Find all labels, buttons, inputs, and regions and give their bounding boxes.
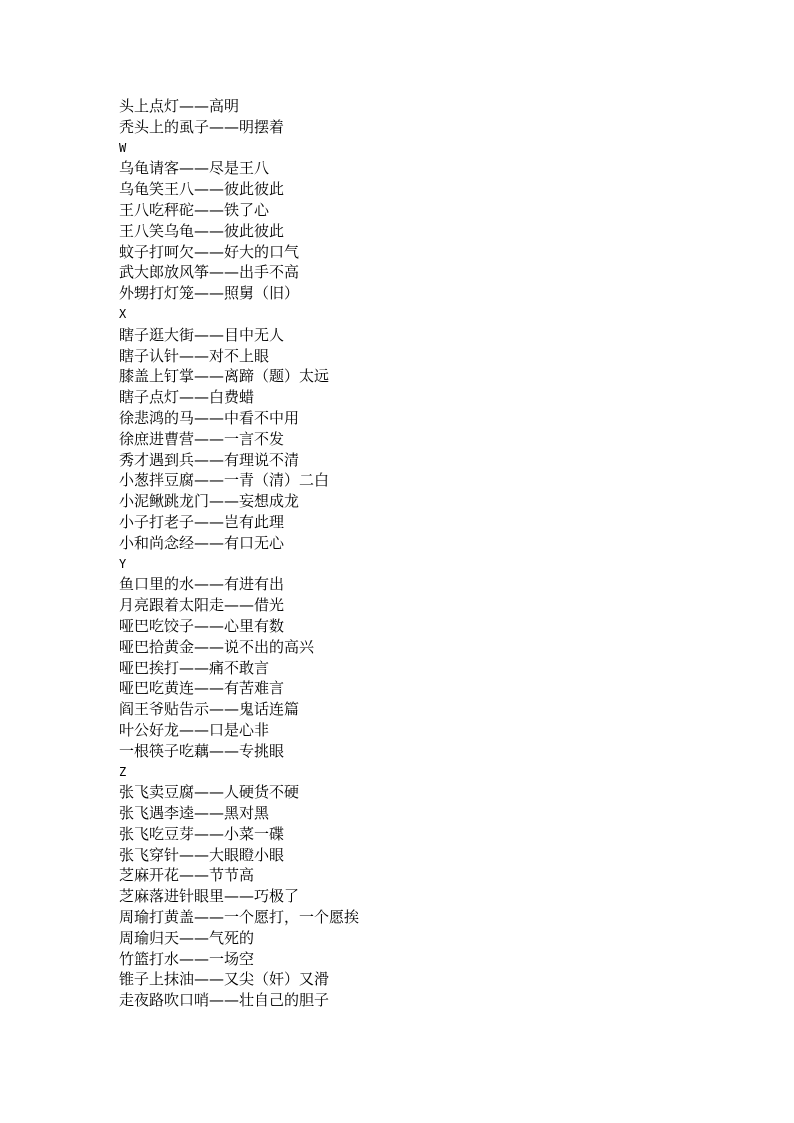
idiom-line: 周瑜归天——气死的	[119, 928, 255, 947]
idiom-line: 王八笑乌龟——彼此彼此	[119, 221, 285, 240]
idiom-line: 头上点灯——高明	[119, 97, 240, 115]
section-letter-z: Z	[119, 764, 127, 779]
idiom-line: 小葱拌豆腐——一青（清）二白	[119, 471, 330, 490]
idiom-line: 走夜路吹口哨——壮自己的胆子	[119, 991, 330, 1010]
idiom-line: 叶公好龙——口是心非	[119, 720, 270, 739]
idiom-line: 小泥鳅跳龙门——妄想成龙	[119, 492, 300, 511]
section-letter-w: W	[119, 140, 127, 155]
idiom-line: 王八吃秤砣——铁了心	[119, 200, 270, 219]
idiom-line: 锥子上抹油——又尖（奸）又滑	[119, 970, 330, 989]
section-letter-x: X	[119, 306, 127, 321]
idiom-line: 瞎子点灯——白费蜡	[119, 388, 255, 407]
idiom-list	[119, 96, 719, 1011]
idiom-line: 竹篮打水——一场空	[119, 949, 255, 968]
idiom-line: 哑巴吃黄连——有苦难言	[119, 679, 285, 698]
idiom-line: 芝麻开花——节节高	[119, 866, 255, 885]
section-letter-y: Y	[119, 556, 127, 571]
idiom-line: 月亮跟着太阳走——借光	[119, 596, 285, 615]
idiom-line: 武大郎放风筝——出手不高	[119, 263, 300, 282]
idiom-line: 瞎子逛大街——目中无人	[119, 325, 285, 344]
idiom-line: 秀才遇到兵——有理说不清	[119, 450, 300, 469]
idiom-line: 一根筷子吃藕——专挑眼	[119, 741, 285, 760]
idiom-line: 外甥打灯笼——照舅（旧）	[119, 284, 300, 303]
idiom-line: 芝麻落进针眼里——巧极了	[119, 887, 300, 906]
idiom-line: 蚊子打呵欠——好大的口气	[119, 242, 300, 261]
idiom-line: 哑巴挨打——痛不敢言	[119, 658, 270, 677]
idiom-line: 鱼口里的水——有进有出	[119, 575, 285, 594]
idiom-line: 徐庶进曹营——一言不发	[119, 429, 285, 448]
idiom-line: 小和尚念经——有口无心	[119, 533, 285, 552]
idiom-line: 徐悲鸿的马——中看不中用	[119, 408, 300, 427]
idiom-line: 周瑜打黄盖——一个愿打，一个愿挨	[119, 908, 360, 927]
idiom-line: 乌龟请客——尽是王八	[119, 159, 270, 178]
idiom-line: 张飞穿针——大眼瞪小眼	[119, 845, 285, 864]
idiom-line: 哑巴吃饺子——心里有数	[119, 616, 285, 635]
idiom-line: 张飞卖豆腐——人硬货不硬	[119, 783, 300, 802]
idiom-line: 乌龟笑王八——彼此彼此	[119, 180, 285, 199]
idiom-line: 膝盖上钉掌——离蹄（题）太远	[119, 367, 330, 386]
idiom-line: 小子打老子——岂有此理	[119, 512, 285, 531]
idiom-line: 秃头上的虱子——明摆着	[119, 117, 285, 136]
idiom-line: 张飞吃豆芽——小菜一碟	[119, 824, 285, 843]
idiom-line: 瞎子认针——对不上眼	[119, 346, 270, 365]
idiom-line: 张飞遇李逵——黑对黑	[119, 804, 270, 823]
idiom-line: 哑巴拾黄金——说不出的高兴	[119, 637, 315, 656]
idiom-line: 阎王爷贴告示——鬼话连篇	[119, 700, 300, 719]
